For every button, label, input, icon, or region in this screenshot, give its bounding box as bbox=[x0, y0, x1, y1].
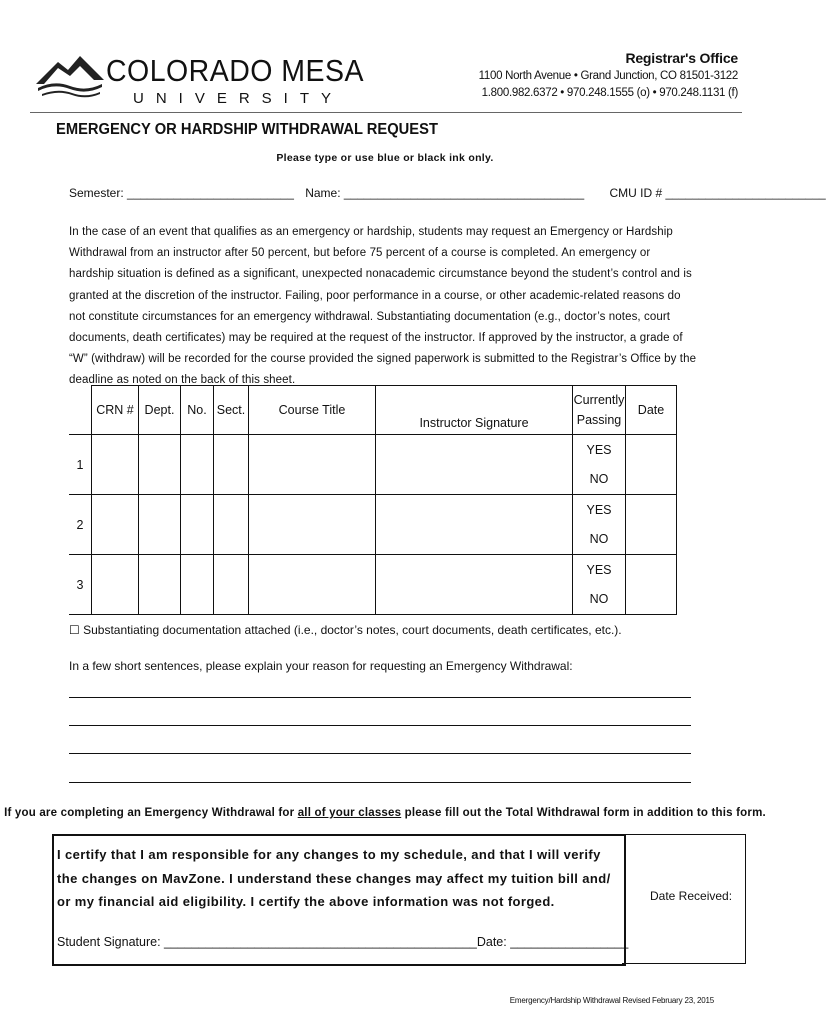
sect-header: Sect. bbox=[214, 386, 249, 435]
name-field[interactable]: Name: ____________________________________ bbox=[305, 186, 585, 200]
course-title-cell[interactable] bbox=[249, 495, 376, 555]
date-received-label: Date Received: bbox=[650, 889, 733, 903]
yes-option[interactable]: YES bbox=[586, 562, 612, 577]
dept-cell[interactable] bbox=[139, 435, 181, 495]
no-option[interactable]: NO bbox=[589, 471, 609, 486]
instructor-signature-header: Instructor Signature bbox=[376, 386, 573, 435]
row-number-header bbox=[69, 386, 92, 435]
dept-cell[interactable] bbox=[139, 495, 181, 555]
student-signature-field[interactable]: Student Signature: _____________________________________________Date: _________________ bbox=[57, 935, 629, 949]
table-row bbox=[69, 555, 677, 615]
no-cell[interactable] bbox=[181, 435, 214, 495]
crn-cell[interactable] bbox=[92, 435, 139, 495]
explanation-line[interactable] bbox=[69, 697, 691, 698]
signature-cell[interactable] bbox=[376, 435, 573, 495]
row-number: 3 bbox=[69, 555, 92, 615]
sect-cell[interactable] bbox=[214, 435, 249, 495]
logo-wordmark: COLORADO MESA bbox=[106, 53, 364, 88]
cmu-id-field[interactable]: CMU ID # ________________________ bbox=[609, 186, 826, 200]
date-cell[interactable] bbox=[626, 555, 677, 615]
dept-header: Dept. bbox=[139, 386, 181, 435]
course-title-cell[interactable] bbox=[249, 435, 376, 495]
header-divider bbox=[30, 112, 742, 113]
no-cell[interactable] bbox=[181, 495, 214, 555]
no-option[interactable]: NO bbox=[589, 531, 609, 546]
explain-prompt: In a few short sentences, please explain your reason for requesting an Emergency Withdrawal: bbox=[69, 659, 573, 673]
total-note-end: please fill out the Total Withdrawal form in addition to this form. bbox=[401, 807, 766, 819]
no-option[interactable]: NO bbox=[589, 591, 609, 606]
yes-option[interactable]: YES bbox=[586, 442, 612, 457]
sect-cell[interactable] bbox=[214, 495, 249, 555]
date-cell[interactable] bbox=[626, 495, 677, 555]
yes-option[interactable]: YES bbox=[586, 502, 612, 517]
course-title-header: Course Title bbox=[249, 386, 376, 435]
crn-cell[interactable] bbox=[92, 555, 139, 615]
no-header: No. bbox=[181, 386, 214, 435]
signature-cell[interactable] bbox=[376, 555, 573, 615]
course-title-cell[interactable] bbox=[249, 555, 376, 615]
revision-footer: Emergency/Hardship Withdrawal Revised February 23, 2015 bbox=[509, 996, 714, 1005]
course-table bbox=[69, 385, 677, 615]
explanation-line[interactable] bbox=[69, 782, 691, 783]
passing-cell bbox=[573, 555, 626, 615]
passing-cell bbox=[573, 495, 626, 555]
policy-paragraph: In the case of an event that qualifies as an emergency or hardship, students may request an Emergency or Hardship Withdrawal from an instructor after 50 percent, but before 75 percent of a course is completed. An emergency or hardship situation is defined as a significant, unexpected nonacademic circumstance beyond the student’s control and is granted at the discretion of the instructor. Failing, poor performance in a course, or other academic-related reasons do not constitute circumstances for an emergency withdrawal. Substantiating documentation (e.g., doctor’s notes, court documents, death certificates) may be required at the request of the instructor. If approved by the instructor, a grade of “W” (withdraw) will be recorded for the course provided the signed paperwork is submitted to the Registrar’s Office by the deadline as noted on the back of this sheet. bbox=[69, 226, 697, 387]
date-cell[interactable] bbox=[626, 435, 677, 495]
date-header: Date bbox=[626, 386, 677, 435]
explanation-line[interactable] bbox=[69, 725, 691, 726]
table-row bbox=[69, 435, 677, 495]
documentation-checkbox[interactable]: ☐ Substantiating documentation attached (i.e., doctor’s notes, court documents, death certificates, etc.). bbox=[69, 623, 622, 637]
signature-cell[interactable] bbox=[376, 495, 573, 555]
certification-text: I certify that I am responsible for any changes to my schedule, and that I will verify the changes on MavZone. I understand these changes may affect my tuition bill and/ or my financial aid eligibility. I certify the above information was not forged. bbox=[57, 847, 611, 909]
form-title: EMERGENCY OR HARDSHIP WITHDRAWAL REQUEST bbox=[56, 121, 438, 138]
row-number: 2 bbox=[69, 495, 92, 555]
logo-subtitle: UNIVERSITY bbox=[133, 90, 344, 107]
university-logo-icon bbox=[34, 50, 106, 102]
office-address: 1100 North Avenue • Grand Junction, CO 81501-3122 bbox=[478, 70, 738, 82]
table-header-row bbox=[69, 386, 677, 435]
no-cell[interactable] bbox=[181, 555, 214, 615]
sect-cell[interactable] bbox=[214, 555, 249, 615]
crn-header: CRN # bbox=[92, 386, 139, 435]
table-row bbox=[69, 495, 677, 555]
office-title: Registrar's Office bbox=[625, 50, 738, 66]
crn-cell[interactable] bbox=[92, 495, 139, 555]
semester-field[interactable]: Semester: _________________________ bbox=[69, 186, 294, 200]
explanation-line[interactable] bbox=[69, 753, 691, 754]
passing-cell bbox=[573, 435, 626, 495]
dept-cell[interactable] bbox=[139, 555, 181, 615]
row-number: 1 bbox=[69, 435, 92, 495]
total-withdrawal-note bbox=[0, 807, 770, 819]
total-note-start: If you are completing an Emergency Withdrawal for bbox=[4, 807, 298, 819]
currently-passing-header: Currently Passing bbox=[573, 386, 626, 435]
ink-instruction: Please type or use blue or black ink only. bbox=[276, 152, 494, 164]
student-fields bbox=[69, 186, 834, 200]
office-phones: 1.800.982.6372 • 970.248.1555 (o) • 970.248.1131 (f) bbox=[481, 87, 738, 99]
total-note-emphasis: all of your classes bbox=[297, 807, 402, 819]
